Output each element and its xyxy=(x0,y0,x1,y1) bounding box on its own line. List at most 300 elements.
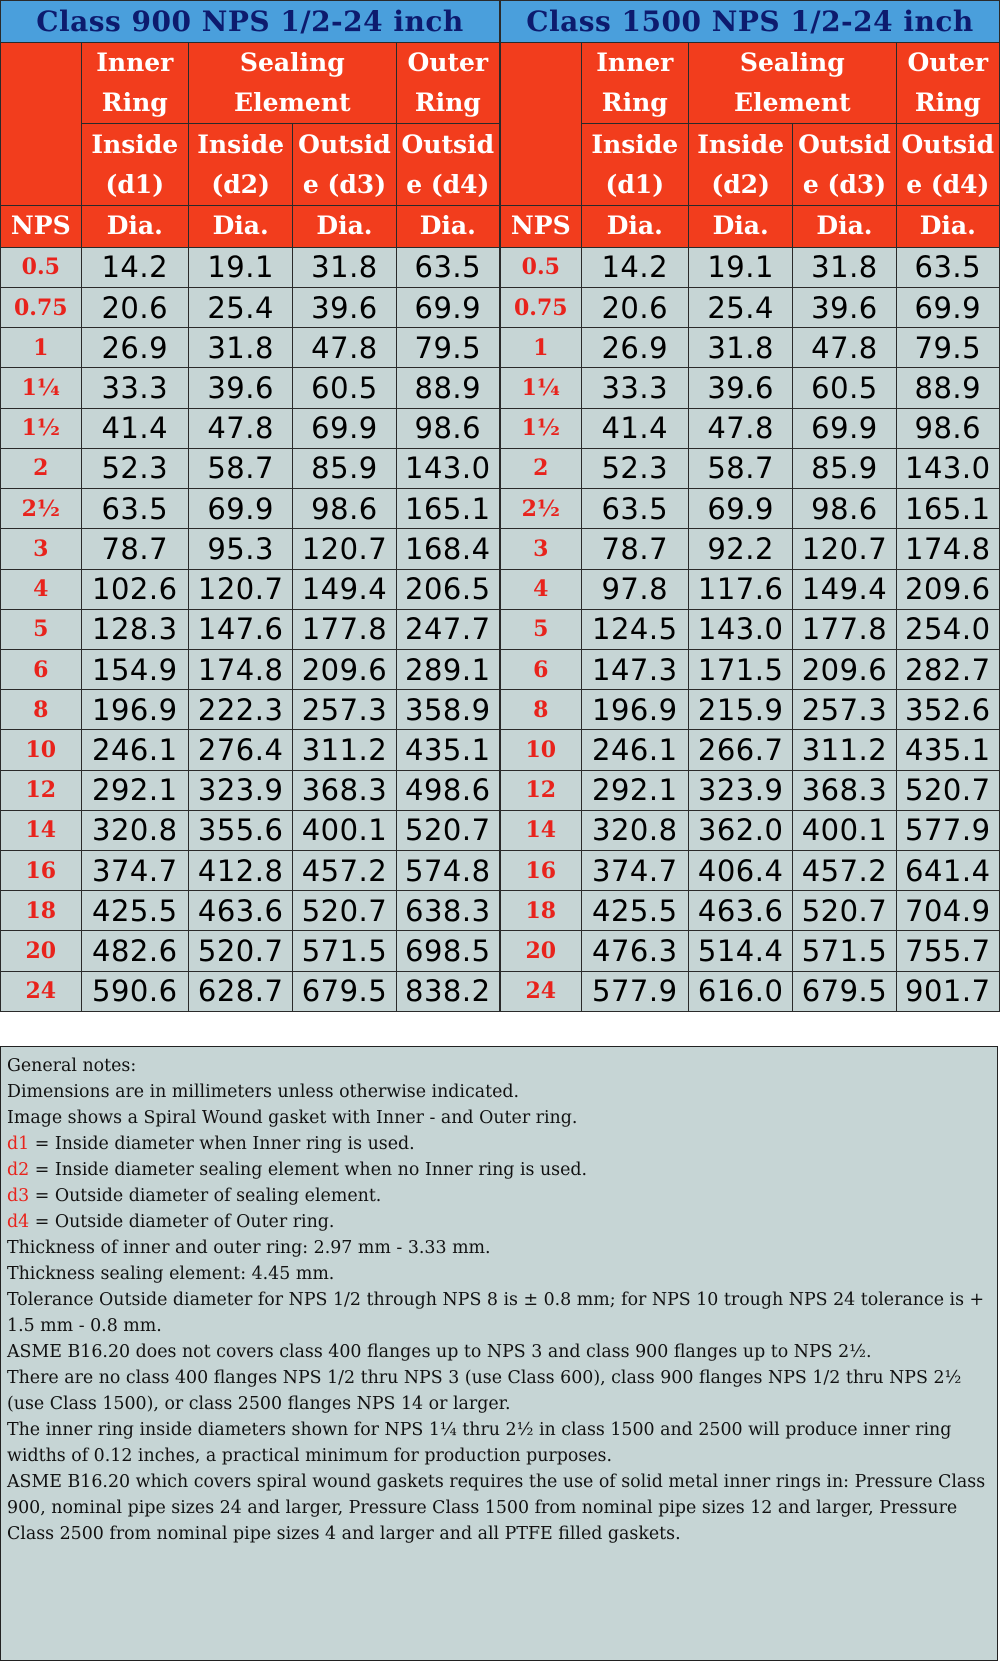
d1-cell: 425.5 xyxy=(81,891,188,931)
d2-cell: 222.3 xyxy=(188,690,292,730)
table-row xyxy=(501,408,1000,448)
d4-cell: 209.6 xyxy=(896,569,999,609)
note-line xyxy=(7,1261,991,1287)
nps-cell: 14 xyxy=(501,810,582,850)
d4-cell: 69.9 xyxy=(396,287,499,327)
nps-cell: 10 xyxy=(501,730,582,770)
note-text: Image shows a Spiral Wound gasket with Inner - and Outer ring. xyxy=(7,1108,578,1128)
d3-cell: 149.4 xyxy=(293,569,396,609)
table-row xyxy=(1,448,500,488)
sub-header-d1-line-2: (d1) xyxy=(605,169,665,199)
d3-cell: 39.6 xyxy=(793,287,896,327)
sub-header-d1-line-1: Inside xyxy=(91,129,179,159)
d1-cell: 124.5 xyxy=(581,609,688,649)
d3-cell: 571.5 xyxy=(793,931,896,971)
d1-cell: 26.9 xyxy=(581,328,688,368)
table-row xyxy=(1,368,500,408)
table-title: Class 900 NPS 1/2-24 inch xyxy=(1,1,500,43)
sub-header-d3 xyxy=(793,124,896,205)
d1-cell: 102.6 xyxy=(81,569,188,609)
sub-header-d4 xyxy=(396,124,499,205)
general-notes xyxy=(0,1046,998,1661)
d2-cell: 69.9 xyxy=(188,489,292,529)
sub-header-d2 xyxy=(688,124,792,205)
nps-cell: 3 xyxy=(501,529,582,569)
d3-cell: 98.6 xyxy=(793,489,896,529)
d3-cell: 209.6 xyxy=(293,649,396,689)
table-row xyxy=(1,690,500,730)
nps-cell: 0.75 xyxy=(501,287,582,327)
title-row xyxy=(1,1,500,43)
d4-cell: 79.5 xyxy=(396,328,499,368)
class-900-panel xyxy=(0,0,500,1012)
sub-header-d4-line-2: e (d4) xyxy=(406,169,490,199)
d3-cell: 400.1 xyxy=(793,810,896,850)
note-text: Dimensions are in millimeters unless otherwise indicated. xyxy=(7,1082,520,1102)
dia-header-d2: Dia. xyxy=(688,205,792,247)
d1-cell: 63.5 xyxy=(581,489,688,529)
d4-cell: 88.9 xyxy=(896,368,999,408)
dia-header-d4: Dia. xyxy=(896,205,999,247)
d2-cell: 171.5 xyxy=(688,649,792,689)
nps-cell: 16 xyxy=(1,851,82,891)
dimension-table xyxy=(500,0,1000,1012)
d3-cell: 120.7 xyxy=(793,529,896,569)
d4-cell: 352.6 xyxy=(896,690,999,730)
nps-cell: 1½ xyxy=(1,408,82,448)
note-line xyxy=(7,1079,991,1105)
outer-ring-header-line-1: Outer xyxy=(407,48,489,78)
nps-cell: 10 xyxy=(1,730,82,770)
d1-cell: 128.3 xyxy=(81,609,188,649)
d3-cell: 679.5 xyxy=(793,971,896,1011)
table-row xyxy=(1,649,500,689)
d1-cell: 33.3 xyxy=(81,368,188,408)
nps-cell: 18 xyxy=(501,891,582,931)
nps-header: NPS xyxy=(1,205,82,247)
d3-cell: 679.5 xyxy=(293,971,396,1011)
note-line xyxy=(7,1469,991,1547)
outer-ring-header xyxy=(896,43,999,124)
nps-cell: 8 xyxy=(501,690,582,730)
nps-cell: 24 xyxy=(1,971,82,1011)
d1-cell: 20.6 xyxy=(581,287,688,327)
note-line xyxy=(7,1131,991,1157)
d3-cell: 257.3 xyxy=(293,690,396,730)
table-row xyxy=(1,489,500,529)
d3-cell: 457.2 xyxy=(793,851,896,891)
d2-cell: 514.4 xyxy=(688,931,792,971)
note-line xyxy=(7,1183,991,1209)
table-row xyxy=(501,770,1000,810)
inner-ring-header-line-1: Inner xyxy=(96,48,174,78)
d3-cell: 85.9 xyxy=(293,448,396,488)
table-row xyxy=(501,971,1000,1011)
d2-cell: 147.6 xyxy=(188,609,292,649)
note-line xyxy=(7,1157,991,1183)
d4-cell: 520.7 xyxy=(396,810,499,850)
d2-cell: 143.0 xyxy=(688,609,792,649)
nps-cell: 5 xyxy=(501,609,582,649)
d1-cell: 374.7 xyxy=(581,851,688,891)
sub-header-d4 xyxy=(896,124,999,205)
dia-header-d3: Dia. xyxy=(793,205,896,247)
sealing-element-header-line-2: Element xyxy=(734,88,851,118)
sub-header-d3-line-1: Outsid xyxy=(798,129,891,159)
d1-cell: 97.8 xyxy=(581,569,688,609)
d2-cell: 276.4 xyxy=(188,730,292,770)
note-line xyxy=(7,1105,991,1131)
d2-cell: 174.8 xyxy=(188,649,292,689)
nps-cell: 0.75 xyxy=(1,287,82,327)
d3-cell: 520.7 xyxy=(793,891,896,931)
d3-cell: 69.9 xyxy=(293,408,396,448)
sealing-element-header-line-1: Sealing xyxy=(239,48,345,78)
note-key: d1 xyxy=(7,1134,30,1154)
d3-cell: 85.9 xyxy=(793,448,896,488)
class-1500-panel xyxy=(500,0,1000,1012)
dimension-table xyxy=(0,0,500,1012)
outer-ring-header-line-2: Ring xyxy=(914,88,981,118)
d1-cell: 14.2 xyxy=(81,247,188,287)
table-row xyxy=(1,971,500,1011)
nps-cell: 2½ xyxy=(501,489,582,529)
d4-cell: 704.9 xyxy=(896,891,999,931)
d2-cell: 412.8 xyxy=(188,851,292,891)
d3-cell: 400.1 xyxy=(293,810,396,850)
table-row xyxy=(1,931,500,971)
d3-cell: 520.7 xyxy=(293,891,396,931)
note-text: = Outside diameter of sealing element. xyxy=(29,1186,382,1206)
d2-cell: 19.1 xyxy=(688,247,792,287)
d1-cell: 320.8 xyxy=(581,810,688,850)
d1-cell: 41.4 xyxy=(581,408,688,448)
table-title: Class 1500 NPS 1/2-24 inch xyxy=(501,1,1000,43)
d4-cell: 698.5 xyxy=(396,931,499,971)
nps-cell: 18 xyxy=(1,891,82,931)
note-text: Thickness of inner and outer ring: 2.97 mm - 3.33 mm. xyxy=(7,1238,491,1258)
d3-cell: 47.8 xyxy=(293,328,396,368)
sealing-element-header-line-1: Sealing xyxy=(739,48,845,78)
table-row xyxy=(501,690,1000,730)
nps-header-blank xyxy=(1,43,82,206)
sub-header-d2-line-1: Inside xyxy=(197,129,285,159)
nps-header: NPS xyxy=(501,205,582,247)
note-line xyxy=(7,1053,991,1079)
d4-cell: 520.7 xyxy=(896,770,999,810)
d1-cell: 292.1 xyxy=(81,770,188,810)
d1-cell: 577.9 xyxy=(581,971,688,1011)
table-row xyxy=(501,851,1000,891)
nps-cell: 8 xyxy=(1,690,82,730)
d2-cell: 616.0 xyxy=(688,971,792,1011)
nps-cell: 4 xyxy=(1,569,82,609)
table-row xyxy=(1,247,500,287)
outer-ring-header-line-2: Ring xyxy=(414,88,481,118)
d4-cell: 755.7 xyxy=(896,931,999,971)
note-text: = Outside diameter of Outer ring. xyxy=(29,1212,335,1232)
d1-cell: 320.8 xyxy=(81,810,188,850)
d4-cell: 358.9 xyxy=(396,690,499,730)
d3-cell: 177.8 xyxy=(793,609,896,649)
d2-cell: 39.6 xyxy=(188,368,292,408)
note-text: General notes: xyxy=(7,1056,137,1076)
nps-cell: 24 xyxy=(501,971,582,1011)
nps-cell: 4 xyxy=(501,569,582,609)
d3-cell: 47.8 xyxy=(793,328,896,368)
d2-cell: 25.4 xyxy=(188,287,292,327)
d3-cell: 31.8 xyxy=(293,247,396,287)
d1-cell: 482.6 xyxy=(81,931,188,971)
nps-header-blank xyxy=(501,43,582,206)
sealing-element-header-line-2: Element xyxy=(234,88,351,118)
note-line xyxy=(7,1417,991,1469)
note-line xyxy=(7,1209,991,1235)
table-row xyxy=(501,810,1000,850)
d3-cell: 98.6 xyxy=(293,489,396,529)
d2-cell: 323.9 xyxy=(688,770,792,810)
note-text: = Inside diameter when Inner ring is used. xyxy=(29,1134,415,1154)
nps-cell: 12 xyxy=(1,770,82,810)
d2-cell: 19.1 xyxy=(188,247,292,287)
d2-cell: 47.8 xyxy=(688,408,792,448)
sub-header-d3-line-2: e (d3) xyxy=(802,169,887,199)
note-key: d3 xyxy=(7,1186,30,1206)
d2-cell: 406.4 xyxy=(688,851,792,891)
nps-cell: 12 xyxy=(501,770,582,810)
d4-cell: 638.3 xyxy=(396,891,499,931)
table-row xyxy=(1,609,500,649)
table-row xyxy=(501,931,1000,971)
d4-cell: 838.2 xyxy=(396,971,499,1011)
note-text: = Inside diameter sealing element when no Inner ring is used. xyxy=(29,1160,588,1180)
d4-cell: 577.9 xyxy=(896,810,999,850)
nps-cell: 0.5 xyxy=(501,247,582,287)
nps-cell: 2 xyxy=(1,448,82,488)
dia-header-d1: Dia. xyxy=(81,205,188,247)
d4-cell: 289.1 xyxy=(396,649,499,689)
sub-header-d2-line-2: (d2) xyxy=(211,169,270,199)
nps-cell: 0.5 xyxy=(1,247,82,287)
title-row xyxy=(501,1,1000,43)
d3-cell: 257.3 xyxy=(793,690,896,730)
note-line xyxy=(7,1365,991,1417)
d2-cell: 463.6 xyxy=(188,891,292,931)
d2-cell: 58.7 xyxy=(688,448,792,488)
sub-header-d1 xyxy=(81,124,188,205)
nps-cell: 1 xyxy=(1,328,82,368)
d4-cell: 63.5 xyxy=(896,247,999,287)
note-line xyxy=(7,1287,991,1339)
sealing-element-header xyxy=(188,43,396,124)
d3-cell: 149.4 xyxy=(793,569,896,609)
table-row xyxy=(1,287,500,327)
note-text: ASME B16.20 which covers spiral wound gaskets requires the use of solid metal inner rings in: Pressure Class 900, nominal pipe sizes 24 and larger, Pressure Class 1500 from nominal pipe sizes 12 and larger, Pressure Class 2500 from nominal pipe sizes 4 and larger and all PTFE filled gaskets. xyxy=(7,1472,986,1544)
sub-header-d4-line-1: Outsid xyxy=(401,129,495,159)
nps-cell: 2 xyxy=(501,448,582,488)
inner-ring-header-line-1: Inner xyxy=(596,48,674,78)
d1-cell: 14.2 xyxy=(581,247,688,287)
d1-cell: 26.9 xyxy=(81,328,188,368)
d3-cell: 69.9 xyxy=(793,408,896,448)
inner-ring-header xyxy=(81,43,188,124)
d2-cell: 39.6 xyxy=(688,368,792,408)
dia-header-d3: Dia. xyxy=(293,205,396,247)
nps-cell: 1¼ xyxy=(501,368,582,408)
d3-cell: 311.2 xyxy=(293,730,396,770)
d3-cell: 177.8 xyxy=(293,609,396,649)
table-row xyxy=(1,770,500,810)
sub-header-d4-line-2: e (d4) xyxy=(906,169,990,199)
d4-cell: 143.0 xyxy=(396,448,499,488)
sub-header-d1-line-2: (d1) xyxy=(105,169,165,199)
d1-cell: 78.7 xyxy=(81,529,188,569)
d2-cell: 520.7 xyxy=(188,931,292,971)
d1-cell: 374.7 xyxy=(81,851,188,891)
note-key: d2 xyxy=(7,1160,30,1180)
nps-cell: 1 xyxy=(501,328,582,368)
d4-cell: 641.4 xyxy=(896,851,999,891)
d4-cell: 79.5 xyxy=(896,328,999,368)
d4-cell: 901.7 xyxy=(896,971,999,1011)
note-text: The inner ring inside diameters shown for NPS 1¼ thru 2½ in class 1500 and 2500 will produce inner ring widths of 0.12 inches, a practical minimum for production purposes. xyxy=(7,1420,952,1466)
table-row xyxy=(1,851,500,891)
d4-cell: 498.6 xyxy=(396,770,499,810)
d2-cell: 215.9 xyxy=(688,690,792,730)
d1-cell: 590.6 xyxy=(81,971,188,1011)
nps-cell: 3 xyxy=(1,529,82,569)
table-row xyxy=(1,810,500,850)
d1-cell: 476.3 xyxy=(581,931,688,971)
note-text: Tolerance Outside diameter for NPS 1/2 through NPS 8 is ± 0.8 mm; for NPS 10 trough NPS 24 tolerance is + 1.5 mm - 0.8 mm. xyxy=(7,1290,985,1336)
d3-cell: 457.2 xyxy=(293,851,396,891)
table-row xyxy=(1,891,500,931)
d4-cell: 435.1 xyxy=(396,730,499,770)
d1-cell: 196.9 xyxy=(81,690,188,730)
dia-header-d2: Dia. xyxy=(188,205,292,247)
sealing-element-header xyxy=(688,43,896,124)
d2-cell: 69.9 xyxy=(688,489,792,529)
d1-cell: 78.7 xyxy=(581,529,688,569)
d4-cell: 247.7 xyxy=(396,609,499,649)
d1-cell: 20.6 xyxy=(81,287,188,327)
table-row xyxy=(501,448,1000,488)
d1-cell: 52.3 xyxy=(581,448,688,488)
table-row xyxy=(1,328,500,368)
header-row-dia xyxy=(501,205,1000,247)
d4-cell: 88.9 xyxy=(396,368,499,408)
d2-cell: 323.9 xyxy=(188,770,292,810)
d1-cell: 41.4 xyxy=(81,408,188,448)
d2-cell: 31.8 xyxy=(188,328,292,368)
d3-cell: 60.5 xyxy=(293,368,396,408)
inner-ring-header-line-2: Ring xyxy=(101,88,168,118)
d3-cell: 60.5 xyxy=(793,368,896,408)
outer-ring-header xyxy=(396,43,499,124)
d2-cell: 355.6 xyxy=(188,810,292,850)
d1-cell: 292.1 xyxy=(581,770,688,810)
header-row-dia xyxy=(1,205,500,247)
note-text: ASME B16.20 does not covers class 400 flanges up to NPS 3 and class 900 flanges up to NPS 2½. xyxy=(7,1342,872,1362)
table-row xyxy=(501,489,1000,529)
d1-cell: 63.5 xyxy=(81,489,188,529)
dia-header-d4: Dia. xyxy=(396,205,499,247)
table-row xyxy=(1,730,500,770)
d2-cell: 120.7 xyxy=(188,569,292,609)
sub-header-d1-line-1: Inside xyxy=(591,129,679,159)
outer-ring-header-line-1: Outer xyxy=(907,48,989,78)
table-row xyxy=(501,730,1000,770)
sub-header-d3-line-1: Outsid xyxy=(298,129,391,159)
d2-cell: 31.8 xyxy=(688,328,792,368)
d1-cell: 33.3 xyxy=(581,368,688,408)
nps-cell: 1½ xyxy=(501,408,582,448)
nps-cell: 1¼ xyxy=(1,368,82,408)
d2-cell: 362.0 xyxy=(688,810,792,850)
sub-header-d2-line-2: (d2) xyxy=(711,169,770,199)
d4-cell: 143.0 xyxy=(896,448,999,488)
header-row-groups xyxy=(501,43,1000,124)
inner-ring-header-line-2: Ring xyxy=(601,88,668,118)
d4-cell: 98.6 xyxy=(396,408,499,448)
nps-cell: 6 xyxy=(501,649,582,689)
d3-cell: 368.3 xyxy=(293,770,396,810)
table-row xyxy=(1,408,500,448)
d2-cell: 117.6 xyxy=(688,569,792,609)
d4-cell: 165.1 xyxy=(396,489,499,529)
d1-cell: 52.3 xyxy=(81,448,188,488)
table-row xyxy=(1,529,500,569)
d4-cell: 254.0 xyxy=(896,609,999,649)
d2-cell: 95.3 xyxy=(188,529,292,569)
d2-cell: 463.6 xyxy=(688,891,792,931)
d1-cell: 425.5 xyxy=(581,891,688,931)
d4-cell: 69.9 xyxy=(896,287,999,327)
nps-cell: 5 xyxy=(1,609,82,649)
sub-header-d2-line-1: Inside xyxy=(697,129,785,159)
d3-cell: 311.2 xyxy=(793,730,896,770)
table-row xyxy=(501,247,1000,287)
d1-cell: 154.9 xyxy=(81,649,188,689)
table-row xyxy=(501,529,1000,569)
d2-cell: 92.2 xyxy=(688,529,792,569)
note-line xyxy=(7,1235,991,1261)
table-row xyxy=(501,287,1000,327)
d4-cell: 168.4 xyxy=(396,529,499,569)
d4-cell: 282.7 xyxy=(896,649,999,689)
nps-cell: 14 xyxy=(1,810,82,850)
d3-cell: 368.3 xyxy=(793,770,896,810)
d3-cell: 571.5 xyxy=(293,931,396,971)
note-text: There are no class 400 flanges NPS 1/2 thru NPS 3 (use Class 600), class 900 flanges NPS 1/2 thru NPS 2½ (use Class 1500), or class 2500 flanges NPS 14 or larger. xyxy=(7,1368,962,1414)
d3-cell: 209.6 xyxy=(793,649,896,689)
d4-cell: 574.8 xyxy=(396,851,499,891)
d1-cell: 246.1 xyxy=(81,730,188,770)
note-line xyxy=(7,1339,991,1365)
sub-header-d3 xyxy=(293,124,396,205)
d2-cell: 58.7 xyxy=(188,448,292,488)
table-row xyxy=(1,569,500,609)
table-row xyxy=(501,649,1000,689)
sub-header-d1 xyxy=(581,124,688,205)
d4-cell: 206.5 xyxy=(396,569,499,609)
sub-header-d3-line-2: e (d3) xyxy=(302,169,387,199)
d3-cell: 31.8 xyxy=(793,247,896,287)
dia-header-d1: Dia. xyxy=(581,205,688,247)
table-row xyxy=(501,328,1000,368)
table-row xyxy=(501,569,1000,609)
note-key: d4 xyxy=(7,1212,30,1232)
